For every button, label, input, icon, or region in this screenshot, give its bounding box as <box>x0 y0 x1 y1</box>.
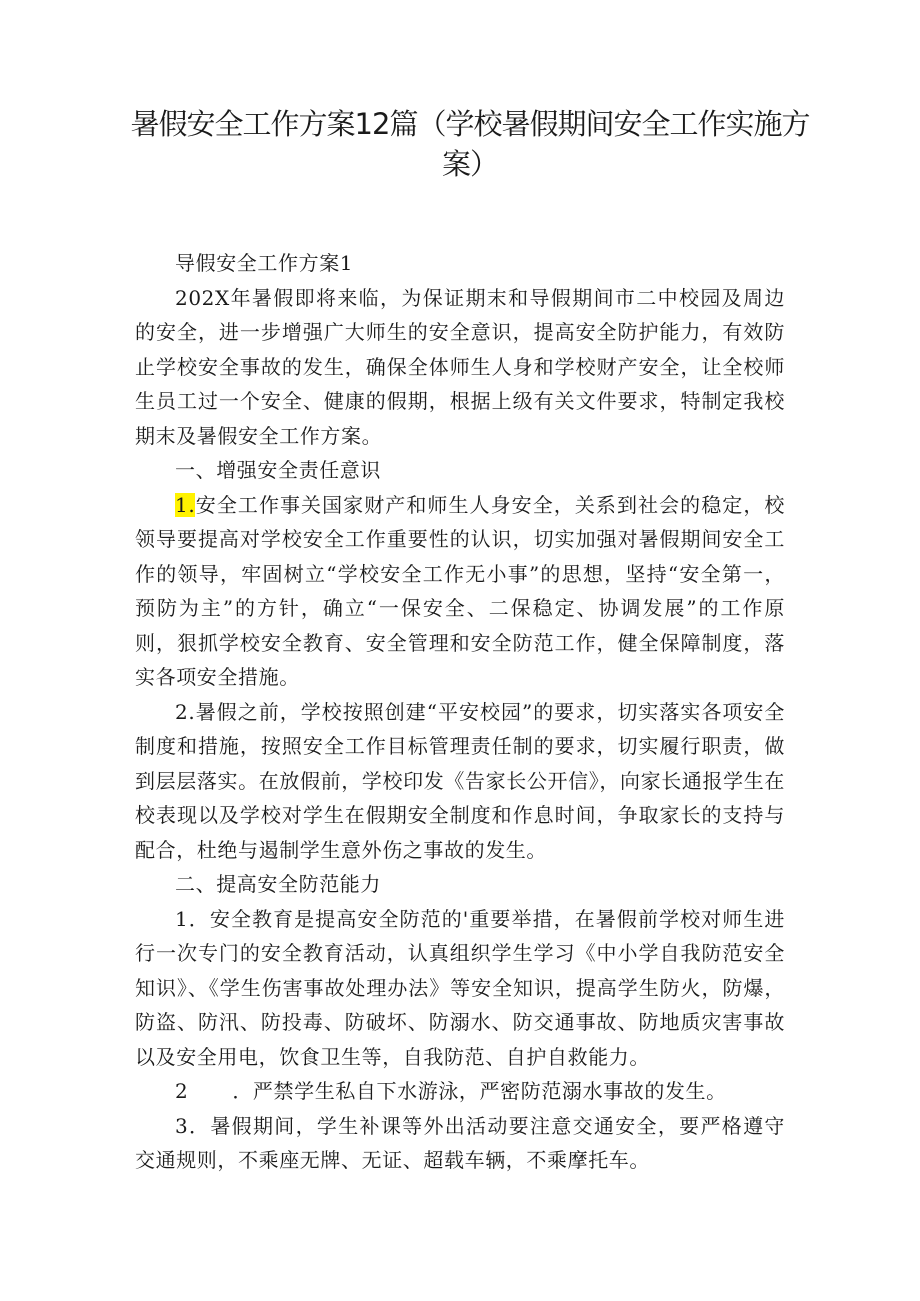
section1-item1 <box>135 488 785 695</box>
section2-item2-number: 2 <box>175 1079 189 1103</box>
section1-heading: 一、增强安全责任意识 <box>175 458 381 482</box>
intro-paragraph: 202X年暑假即将来临，为保证期末和导假期间市二中校园及周边的安全，进一步增强广大师生的安全意识，提高安全防护能力，有效防止学校安全事故的发生，确保全体师生人身和学校财产安全，让全校师生员工过一个安全、健康的假期，根据上级有关文件要求，特制定我校期末及暑假安全工作方案。 <box>135 285 785 448</box>
section1-item2: 2.暑假之前，学校按照创建“平安校园”的要求，切实落实各项安全制度和措施，按照安全工作目标管理责任制的要求，切实履行职责，做到层层落实。在放假前，学校印发《告家长公开信》，向家长通报学生在校表现以及学校对学生在假期安全制度和作息时间，争取家长的支持与配合，杜绝与遏制学生意外伤之事故的发生。 <box>135 699 785 862</box>
document-title: 暑假安全工作方案12篇（学校暑假期间安全工作实施方案） <box>130 107 810 181</box>
section2-heading: 二、提高安全防范能力 <box>175 872 381 896</box>
section1-item1-text: 安全工作事关国家财产和师生人身安全，关系到社会的稳定，校领导要提高对学校安全工作重要性的认识，切实加强对暑假期间安全工作的领导，牢固树立“学校安全工作无小事”的思想，坚持“安全第一，预防为主”的方针，确立“一保安全、二保稳定、协调发展”的工作原则，狠抓学校安全教育、安全管理和安全防范工作，健全保障制度，落实各项安全措施。 <box>135 492 785 689</box>
document-body <box>135 246 785 1178</box>
section2-item3: 3．暑假期间，学生补课等外出活动要注意交通安全，要严格遵守交通规则，不乘座无牌、无证、超载车辆，不乘摩托车。 <box>135 1113 785 1172</box>
plan-subtitle: 导假安全工作方案1 <box>175 251 354 275</box>
section2-item2 <box>135 1074 785 1109</box>
section2-item2-text: ．严禁学生私自下水游泳，严密防范溺水事故的发生。 <box>232 1079 727 1103</box>
section2-item1: 1．安全教育是提高安全防范的'重要举措，在暑假前学校对师生进行一次专门的安全教育活动，认真组织学生学习《中小学自我防范安全知识》、《学生伤害事故处理办法》等安全知识，提高学生防火，防爆，防盗、防汛、防投毒、防破坏、防溺水、防交通事故、防地质灾害事故以及安全用电，饮食卫生等，自我防范、自护自救能力。 <box>135 906 785 1069</box>
highlighted-item-number: 1. <box>175 492 196 517</box>
